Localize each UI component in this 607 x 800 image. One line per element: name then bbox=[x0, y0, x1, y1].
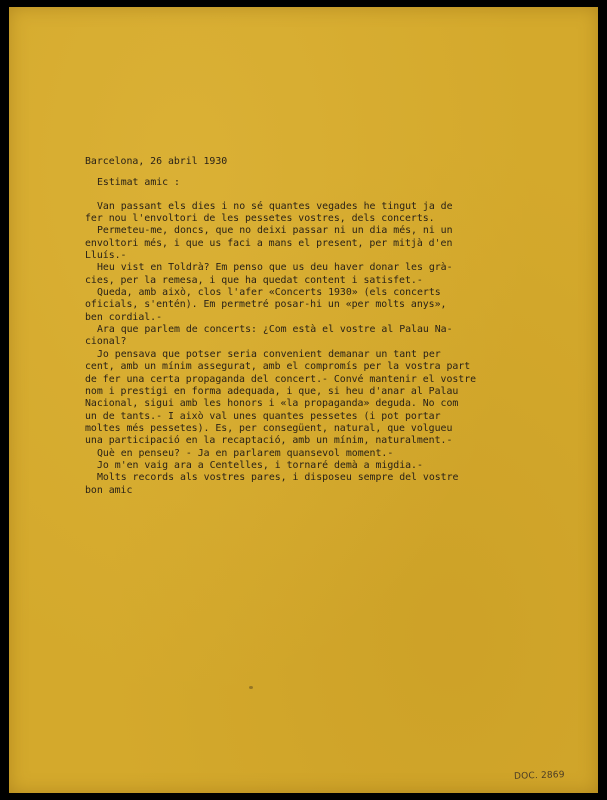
letter-line: Van passant els dies i no sé quantes vegades he tingut ja de bbox=[97, 200, 453, 212]
letter-line: de fer una certa propaganda del concert.- Convé mantenir el vostre bbox=[85, 373, 477, 385]
letter-line: Què en penseu? - Ja en parlarem quansevol moment.- bbox=[97, 447, 394, 459]
archive-stamp: DOC. 2869 bbox=[513, 770, 565, 782]
letter-paragraphs bbox=[85, 201, 575, 497]
letter-line: Jo pensava que potser seria convenient demanar un tant per bbox=[97, 348, 441, 360]
letter-line: envoltori més, i que us faci a mans el present, per mitjà d'en bbox=[85, 237, 453, 249]
letter-line: Jo m'en vaig ara a Centelles, i tornaré demà a migdia.- bbox=[97, 459, 423, 471]
letter-date: Barcelona, 26 abril 1930 bbox=[85, 156, 228, 167]
letter-line: bon amic bbox=[85, 484, 133, 496]
letter-body bbox=[85, 156, 575, 497]
letter-line: una participació en la recaptació, amb un mínim, naturalment.- bbox=[85, 435, 453, 447]
letter-line: Lluís.- bbox=[85, 250, 127, 262]
letter-line: ben cordial.- bbox=[85, 311, 163, 323]
letter-line: Ara que parlem de concerts: ¿Com està el vostre al Palau Na- bbox=[97, 324, 453, 336]
letter-line: cent, amb un mínim assegurat, amb el compromís per la vostra part bbox=[85, 361, 471, 373]
salutation-text: Estimat amic : bbox=[97, 177, 180, 189]
letter-line: moltes més pessetes). Es, per consegüent, natural, que volgueu bbox=[85, 422, 453, 434]
letter-line: oficials, s'entén). Em permetré posar-hi un «per molts anys», bbox=[85, 299, 447, 311]
letter-salutation bbox=[85, 177, 575, 189]
letter-line: nom i prestigi en forma adequada, i que, si heu d'anar al Palau bbox=[85, 385, 459, 397]
letter-line: Heu vist en Toldrà? Em penso que us deu haver donar les grà- bbox=[97, 262, 453, 274]
letter-line: un de tants.- I això val unes quantes pessetes (i pot portar bbox=[85, 410, 441, 422]
letter-line: Nacional, sigui amb les honors i «la propaganda» deguda. No com bbox=[85, 398, 459, 410]
letter-line: Queda, amb això, clos l'afer «Concerts 1930» (els concerts bbox=[97, 287, 441, 299]
letter-line: Molts records als vostres pares, i disposeu sempre del vostre bbox=[97, 472, 459, 484]
letter-line: cional? bbox=[85, 336, 127, 348]
paper-speck bbox=[249, 686, 253, 689]
letter-sheet bbox=[9, 7, 598, 793]
letter-line: Permeteu-me, doncs, que no deixi passar ni un dia més, ni un bbox=[97, 225, 453, 237]
letter-line: cies, per la remesa, i que ha quedat content i satisfet.- bbox=[85, 274, 423, 286]
letter-line: fer nou l'envoltori de les pessetes vostres, dels concerts. bbox=[85, 213, 435, 225]
